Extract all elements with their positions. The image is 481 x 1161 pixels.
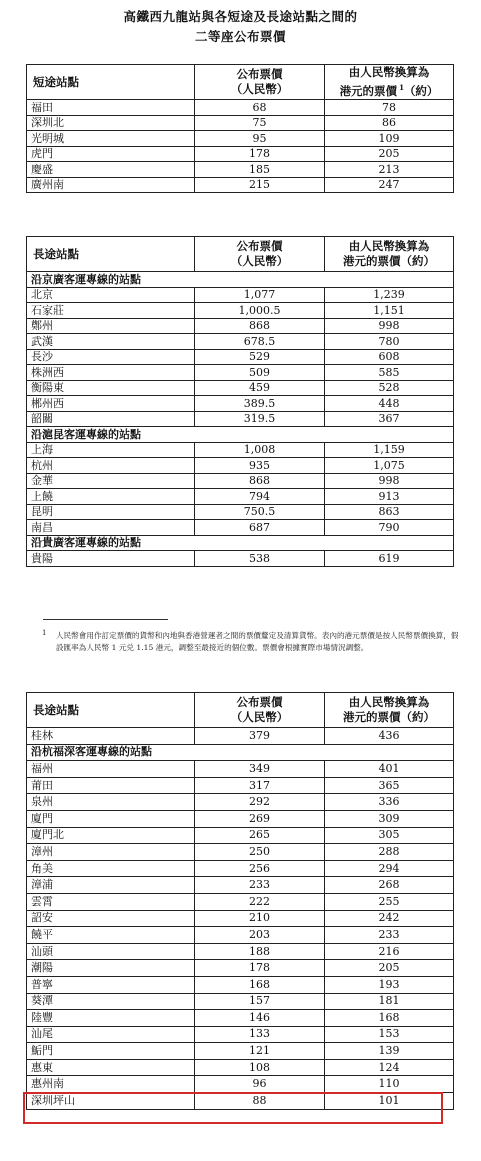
fare-rmb: 292 <box>195 794 325 811</box>
fare-rmb: 68 <box>195 100 325 116</box>
table-row <box>27 1026 454 1043</box>
fare-rmb: 269 <box>195 810 325 827</box>
table-row <box>27 860 454 877</box>
station-name: 桂林 <box>27 728 195 745</box>
header-fare-hkd <box>325 65 454 100</box>
station-name: 杭州 <box>27 458 195 474</box>
table-header-row <box>27 237 454 272</box>
fare-hkd: 294 <box>325 860 454 877</box>
fare-hkd: 124 <box>325 1059 454 1076</box>
station-name: 鄭州 <box>27 318 195 334</box>
station-name: 金華 <box>27 473 195 489</box>
table-row <box>27 943 454 960</box>
fare-rmb: 203 <box>195 927 325 944</box>
fare-rmb: 538 <box>195 551 325 567</box>
fare-hkd: 1,159 <box>325 442 454 458</box>
section-label-hukun: 沿滬昆客運專線的站點 <box>27 427 454 443</box>
station-name: 葵潭 <box>27 993 195 1010</box>
fare-rmb: 794 <box>195 489 325 505</box>
station-name: 詔安 <box>27 910 195 927</box>
fare-rmb: 317 <box>195 777 325 794</box>
station-name: 長沙 <box>27 349 195 365</box>
station-name: 惠州南 <box>27 1076 195 1093</box>
fare-rmb: 96 <box>195 1076 325 1093</box>
fare-rmb: 678.5 <box>195 334 325 350</box>
fare-rmb: 233 <box>195 877 325 894</box>
fare-rmb: 750.5 <box>195 504 325 520</box>
table-row <box>27 1043 454 1060</box>
fare-hkd: 101 <box>325 1093 454 1110</box>
fare-hkd: 309 <box>325 810 454 827</box>
fare-rmb: 459 <box>195 380 325 396</box>
table-row <box>27 844 454 861</box>
fare-hkd: 247 <box>325 177 454 193</box>
station-name: 汕尾 <box>27 1026 195 1043</box>
section-label-hangfushen: 沿杭福深客運專線的站點 <box>27 744 454 761</box>
table-row <box>27 380 454 396</box>
table-row <box>27 287 454 303</box>
header-hkd-line2a: 港元的票價 <box>339 83 398 98</box>
table-row <box>27 794 454 811</box>
long-route-fare-table-1 <box>26 236 454 567</box>
fare-hkd: 998 <box>325 473 454 489</box>
table-row <box>27 877 454 894</box>
fare-hkd: 168 <box>325 1010 454 1027</box>
header-short-station: 短途站點 <box>27 65 195 100</box>
fare-hkd: 109 <box>325 131 454 147</box>
station-name: 鮜門 <box>27 1043 195 1060</box>
fare-hkd: 255 <box>325 893 454 910</box>
fare-rmb: 146 <box>195 1010 325 1027</box>
fare-rmb: 1,000.5 <box>195 303 325 319</box>
station-name: 深圳北 <box>27 115 195 131</box>
table-row <box>27 100 454 116</box>
table-row <box>27 827 454 844</box>
long-route-fare-table-2 <box>26 692 454 1110</box>
station-name: 上海 <box>27 442 195 458</box>
station-name: 福州 <box>27 761 195 778</box>
table-row <box>27 411 454 427</box>
fare-rmb: 133 <box>195 1026 325 1043</box>
station-name: 陸豐 <box>27 1010 195 1027</box>
table-row <box>27 473 454 489</box>
fare-rmb: 95 <box>195 131 325 147</box>
fare-rmb: 178 <box>195 146 325 162</box>
fare-hkd: 139 <box>325 1043 454 1060</box>
station-name: 深圳坪山 <box>27 1093 195 1110</box>
header-hkd-line1: 由人民幣換算為 <box>348 239 430 253</box>
header-fare-line2: （人民幣） <box>230 254 289 268</box>
fare-rmb: 188 <box>195 943 325 960</box>
footnote-divider <box>43 619 168 620</box>
footnote-text: 人民幣會用作訂定票價的貨幣和內地與香港營運者之間的票價釐定及清算貨幣。表內的港元票價是按人民幣票價換算，假設匯率為人民幣 1 元兑 1.15 港元，調整至最接近的個位數。票價會根據實際市場情況調整。 <box>56 631 459 652</box>
fare-hkd: 1,151 <box>325 303 454 319</box>
footnote <box>44 630 464 654</box>
station-name: 韶關 <box>27 411 195 427</box>
table-row <box>27 458 454 474</box>
table-row <box>27 131 454 147</box>
table-row <box>27 489 454 505</box>
table-row <box>27 728 454 745</box>
section-row <box>27 272 454 288</box>
fare-hkd: 790 <box>325 520 454 536</box>
fare-hkd: 608 <box>325 349 454 365</box>
fare-hkd: 913 <box>325 489 454 505</box>
station-name: 株洲西 <box>27 365 195 381</box>
header-fare-rmb <box>195 693 325 728</box>
fare-hkd: 86 <box>325 115 454 131</box>
table-row <box>27 810 454 827</box>
section-row <box>27 535 454 551</box>
fare-hkd: 528 <box>325 380 454 396</box>
fare-rmb: 529 <box>195 349 325 365</box>
header-fare-hkd <box>325 237 454 272</box>
table-row <box>27 504 454 520</box>
header-long-station: 長途站點 <box>27 237 195 272</box>
fare-rmb: 75 <box>195 115 325 131</box>
fare-rmb: 185 <box>195 162 325 178</box>
fare-hkd: 213 <box>325 162 454 178</box>
fare-rmb: 379 <box>195 728 325 745</box>
station-name: 潮陽 <box>27 960 195 977</box>
fare-rmb: 1,008 <box>195 442 325 458</box>
station-name: 武漢 <box>27 334 195 350</box>
fare-hkd: 305 <box>325 827 454 844</box>
table-row <box>27 761 454 778</box>
header-hkd-line1: 由人民幣換算為 <box>348 695 430 709</box>
station-name: 郴州西 <box>27 396 195 412</box>
fare-hkd: 110 <box>325 1076 454 1093</box>
header-fare-hkd <box>325 693 454 728</box>
table-row <box>27 396 454 412</box>
fare-hkd: 288 <box>325 844 454 861</box>
fare-hkd: 181 <box>325 993 454 1010</box>
station-name: 昆明 <box>27 504 195 520</box>
fare-hkd: 78 <box>325 100 454 116</box>
table-row <box>27 993 454 1010</box>
table-row <box>27 551 454 567</box>
fare-rmb: 88 <box>195 1093 325 1110</box>
station-name: 貴陽 <box>27 551 195 567</box>
fare-hkd: 193 <box>325 976 454 993</box>
table-row <box>27 1010 454 1027</box>
table-row <box>27 303 454 319</box>
header-hkd-line1: 由人民幣換算為 <box>348 65 430 80</box>
station-name: 漳浦 <box>27 877 195 894</box>
header-fare-line1: 公布票價 <box>236 695 283 709</box>
fare-hkd: 205 <box>325 146 454 162</box>
table-row <box>27 927 454 944</box>
station-name: 南昌 <box>27 520 195 536</box>
fare-rmb: 1,077 <box>195 287 325 303</box>
station-name: 雲霄 <box>27 893 195 910</box>
header-fare-line1: 公布票價 <box>236 239 283 253</box>
header-fare-rmb <box>195 237 325 272</box>
fare-rmb: 157 <box>195 993 325 1010</box>
station-name: 廣州南 <box>27 177 195 193</box>
fare-rmb: 265 <box>195 827 325 844</box>
header-fare-line2: （人民幣） <box>230 710 289 724</box>
fare-rmb: 222 <box>195 893 325 910</box>
table-row <box>27 960 454 977</box>
table-row <box>27 442 454 458</box>
table-row <box>27 1059 454 1076</box>
section-row <box>27 427 454 443</box>
fare-hkd: 205 <box>325 960 454 977</box>
table-row <box>27 115 454 131</box>
station-name: 光明城 <box>27 131 195 147</box>
fare-hkd: 448 <box>325 396 454 412</box>
station-name: 上饒 <box>27 489 195 505</box>
section-row <box>27 744 454 761</box>
fare-rmb: 215 <box>195 177 325 193</box>
header-long-station: 長途站點 <box>27 693 195 728</box>
header-hkd-line2 <box>329 80 449 99</box>
header-hkd-line2: 港元的票價（約） <box>343 254 435 268</box>
table-row <box>27 520 454 536</box>
table-row <box>27 1093 454 1110</box>
station-name: 虎門 <box>27 146 195 162</box>
fare-rmb: 935 <box>195 458 325 474</box>
table-row <box>27 976 454 993</box>
fare-rmb: 210 <box>195 910 325 927</box>
fare-rmb: 256 <box>195 860 325 877</box>
table-row <box>27 893 454 910</box>
table-row <box>27 1076 454 1093</box>
fare-rmb: 868 <box>195 473 325 489</box>
fare-rmb: 319.5 <box>195 411 325 427</box>
station-name: 廈門北 <box>27 827 195 844</box>
table-row <box>27 777 454 794</box>
station-name: 石家莊 <box>27 303 195 319</box>
fare-rmb: 389.5 <box>195 396 325 412</box>
fare-rmb: 121 <box>195 1043 325 1060</box>
footnote-ref: 1 <box>399 83 404 93</box>
fare-rmb: 168 <box>195 976 325 993</box>
section-label-jinggang: 沿京廣客運專線的站點 <box>27 272 454 288</box>
station-name: 廈門 <box>27 810 195 827</box>
station-name: 衡陽東 <box>27 380 195 396</box>
station-name: 莆田 <box>27 777 195 794</box>
header-fare-line1: 公布票價 <box>236 67 283 81</box>
table-row <box>27 177 454 193</box>
station-name: 慶盛 <box>27 162 195 178</box>
fare-hkd: 242 <box>325 910 454 927</box>
fare-rmb: 250 <box>195 844 325 861</box>
fare-rmb: 868 <box>195 318 325 334</box>
fare-hkd: 619 <box>325 551 454 567</box>
table-row <box>27 910 454 927</box>
table-row <box>27 365 454 381</box>
fare-rmb: 349 <box>195 761 325 778</box>
table-row <box>27 318 454 334</box>
fare-rmb: 178 <box>195 960 325 977</box>
station-name: 北京 <box>27 287 195 303</box>
station-name: 福田 <box>27 100 195 116</box>
fare-hkd: 268 <box>325 877 454 894</box>
table-row <box>27 162 454 178</box>
header-fare-rmb <box>195 65 325 100</box>
station-name: 漳州 <box>27 844 195 861</box>
fare-hkd: 367 <box>325 411 454 427</box>
station-name: 泉州 <box>27 794 195 811</box>
table-row <box>27 349 454 365</box>
fare-hkd: 998 <box>325 318 454 334</box>
header-hkd-line2: 港元的票價（約） <box>343 710 435 724</box>
fare-hkd: 233 <box>325 927 454 944</box>
station-name: 饒平 <box>27 927 195 944</box>
fare-hkd: 436 <box>325 728 454 745</box>
footnote-mark: 1 <box>42 629 47 637</box>
fare-hkd: 365 <box>325 777 454 794</box>
table-row <box>27 334 454 350</box>
header-hkd-line2b: （約） <box>403 83 439 98</box>
fare-hkd: 153 <box>325 1026 454 1043</box>
fare-hkd: 216 <box>325 943 454 960</box>
page-title-line1: 高鐵西九龍站與各短途及長途站點之間的 <box>123 9 358 24</box>
short-route-fare-table <box>26 64 454 193</box>
fare-hkd: 1,239 <box>325 287 454 303</box>
station-name: 惠東 <box>27 1059 195 1076</box>
table-row <box>27 146 454 162</box>
fare-rmb: 108 <box>195 1059 325 1076</box>
section-label-guigang: 沿貴廣客運專線的站點 <box>27 535 454 551</box>
station-name: 汕頭 <box>27 943 195 960</box>
fare-hkd: 863 <box>325 504 454 520</box>
header-fare-line2: （人民幣） <box>230 82 289 96</box>
fare-hkd: 401 <box>325 761 454 778</box>
table-header-row <box>27 65 454 100</box>
station-name: 普寧 <box>27 976 195 993</box>
fare-rmb: 509 <box>195 365 325 381</box>
page-title-line2: 二等座公布票價 <box>194 29 286 44</box>
station-name: 角美 <box>27 860 195 877</box>
fare-hkd: 1,075 <box>325 458 454 474</box>
fare-hkd: 585 <box>325 365 454 381</box>
table-header-row <box>27 693 454 728</box>
fare-rmb: 687 <box>195 520 325 536</box>
fare-hkd: 336 <box>325 794 454 811</box>
fare-hkd: 780 <box>325 334 454 350</box>
